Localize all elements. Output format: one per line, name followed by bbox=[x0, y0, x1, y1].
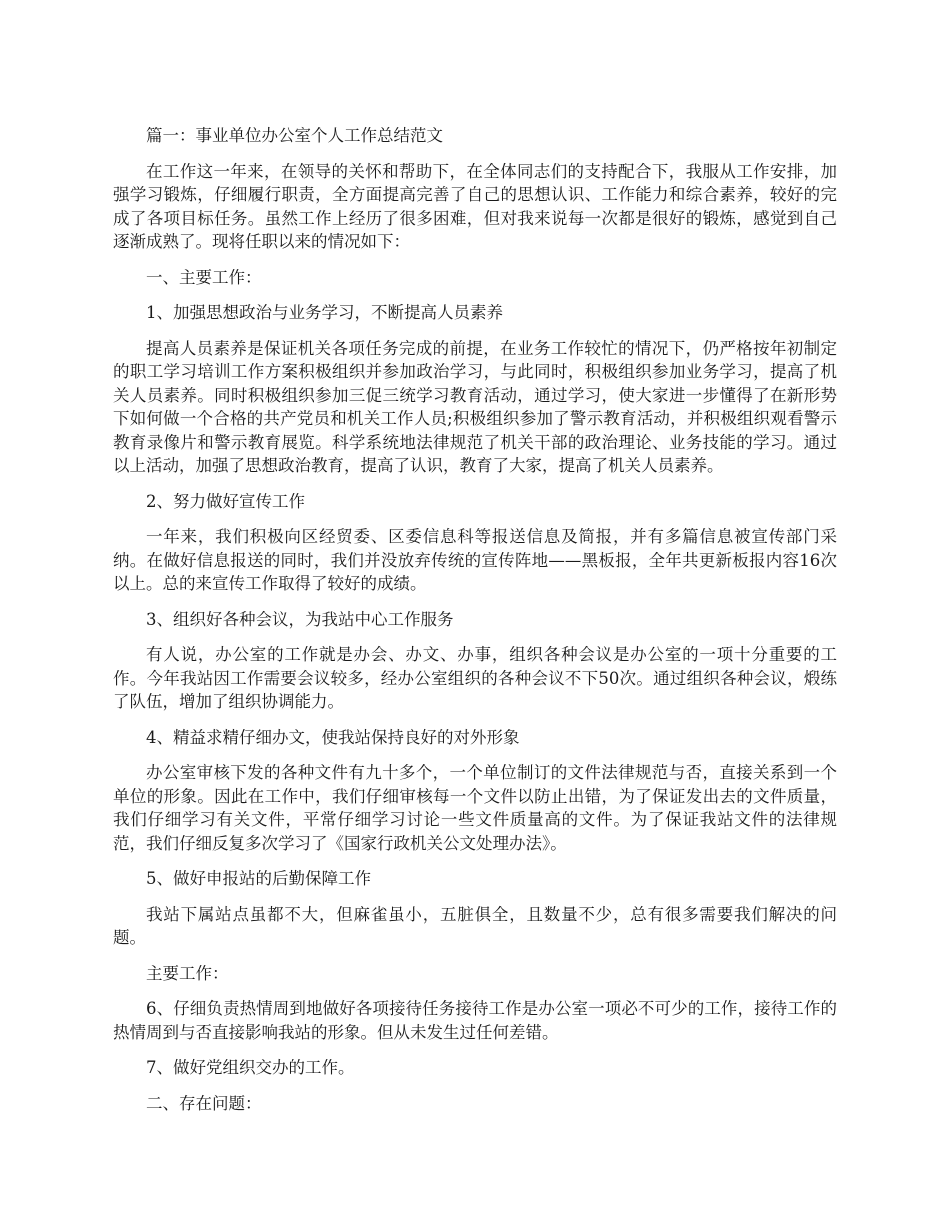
paragraph-item-3: 有人说，办公室的工作就是办会、办文、办事，组织各种会议是办公室的一项十分重要的工作。今年我站因工作需要会议较多，经办公室组织的各种会议不下50次。通过组织各种会议，煅练了队伍，增加了组织协调能力。 bbox=[113, 645, 837, 711]
section-heading-problems: 二、存在问题： bbox=[146, 1093, 262, 1113]
paragraph-item-1: 提高人员素养是保证机关各项任务完成的前提，在业务工作较忙的情况下，仍严格按年初制定的职工学习培训工作方案积极组织并参加政治学习，与此同时，积极组织参加业务学习，提高了机关人员素养。同时积极组织参加三促三统学习教育活动，通过学习，使大家进一步懂得了在新形势下如何做一个合格的共产党员和机关工作人员;积极组织参加了警示教育活动，并积极组织观看警示教育录像片和警示教育展览。科学系统地法律规范了机关干部的政治理论、业务技能的学习。通过以上活动，加强了思想政治教育，提高了认识，教育了大家，提高了机关人员素养。 bbox=[113, 338, 837, 475]
paragraph-item-6: 6、仔细负责热情周到地做好各项接待任务接待工作是办公室一项必不可少的工作，接待工作的热情周到与否直接影响我站的形象。但从未发生过任何差错。 bbox=[113, 999, 837, 1042]
item-heading-1: 1、加强思想政治与业务学习，不断提高人员素养 bbox=[146, 303, 503, 322]
paragraph-item-5: 我站下属站点虽都不大，但麻雀虽小，五脏俱全，且数量不少，总有很多需要我们解决的问题。 bbox=[113, 904, 837, 947]
item-heading-3: 3、组织好各种会议，为我站中心工作服务 bbox=[146, 609, 454, 629]
item-heading-2: 2、努力做好宣传工作 bbox=[146, 491, 305, 511]
item-heading-7: 7、做好党组织交办的工作。 bbox=[146, 1058, 355, 1077]
subheading-main-work: 主要工作： bbox=[146, 963, 229, 983]
document-body bbox=[113, 124, 837, 1127]
item-heading-5: 5、做好申报站的后勤保障工作 bbox=[146, 869, 371, 888]
paragraph-intro: 在工作这一年来，在领导的关怀和帮助下，在全体同志们的支持配合下，我服从工作安排，加强学习锻炼，仔细履行职责，全方面提高完善了自己的思想认识、工作能力和综合素养，较好的完成了各项目标任务。虽然工作上经历了很多困难，但对我来说每一次都是很好的锻炼，感觉到自己逐渐成熟了。现将任职以来的情况如下： bbox=[113, 161, 837, 251]
item-heading-4: 4、精益求精仔细办文，使我站保持良好的对外形象 bbox=[146, 727, 520, 747]
paragraph-item-4: 办公室审核下发的各种文件有九十多个，一个单位制订的文件法律规范与否，直接关系到一个单位的形象。因此在工作中，我们仔细审核每一个文件以防止出错，为了保证发出去的文件质量，我们仔细学习有关文件，平常仔细学习讨论一些文件质量高的文件。为了保证我站文件的法律规范，我们仔细反复多次学习了《国家行政机关公文处理办法》。 bbox=[113, 763, 837, 853]
paragraph-item-2: 一年来，我们积极向区经贸委、区委信息科等报送信息及简报，并有多篇信息被宣传部门采纳。在做好信息报送的同时，我们并没放弃传统的宣传阵地——黑板报，全年共更新板报内容16次以上。总的来宣传工作取得了较好的成绩。 bbox=[113, 527, 837, 593]
section-heading-main-work: 一、主要工作： bbox=[146, 267, 262, 287]
document-title: 篇一：事业单位办公室个人工作总结范文 bbox=[146, 126, 443, 145]
